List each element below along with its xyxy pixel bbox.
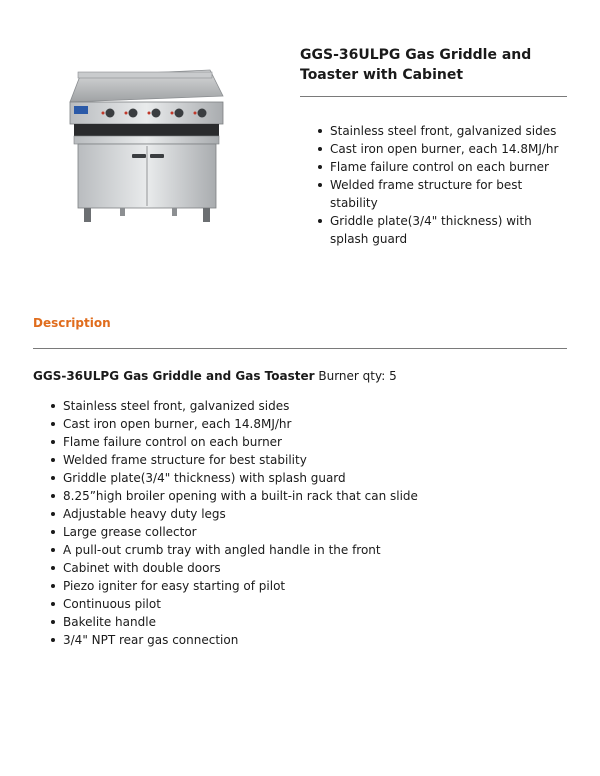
title-divider [300,96,567,97]
list-item: Griddle plate(3/4" thickness) with splash guard [63,469,563,487]
list-item: Adjustable heavy duty legs [63,505,563,523]
list-item: Large grease collector [63,523,563,541]
product-title: GGS-36ULPG Gas Griddle and Toaster with Cabinet [300,47,532,83]
product-image [60,58,235,228]
list-item: 3/4" NPT rear gas connection [63,631,563,649]
list-item: Bakelite handle [63,613,563,631]
list-item: Cabinet with double doors [63,559,563,577]
list-item: Welded frame structure for best stability [330,176,566,212]
list-item: Stainless steel front, galvanized sides [330,122,566,140]
list-item: Griddle plate(3/4" thickness) with splash guard [330,212,566,248]
list-item: A pull-out crumb tray with angled handle in the front [63,541,563,559]
feature-list-summary [330,122,566,248]
model-line [33,367,397,385]
list-item: Piezo igniter for easy starting of pilot [63,577,563,595]
list-item: Stainless steel front, galvanized sides [63,397,563,415]
feature-list-full [63,397,563,649]
model-detail: Burner qty: 5 [318,369,397,383]
list-item: 8.25”high broiler opening with a built-in rack that can slide [63,487,563,505]
list-item: Cast iron open burner, each 14.8MJ/hr [63,415,563,433]
description-heading: Description [33,316,111,330]
list-item: Flame failure control on each burner [63,433,563,451]
list-item: Welded frame structure for best stability [63,451,563,469]
list-item: Cast iron open burner, each 14.8MJ/hr [330,140,566,158]
list-item: Continuous pilot [63,595,563,613]
model-name: GGS-36ULPG Gas Griddle and Gas Toaster [33,369,315,383]
list-item: Flame failure control on each burner [330,158,566,176]
description-divider [33,348,567,349]
